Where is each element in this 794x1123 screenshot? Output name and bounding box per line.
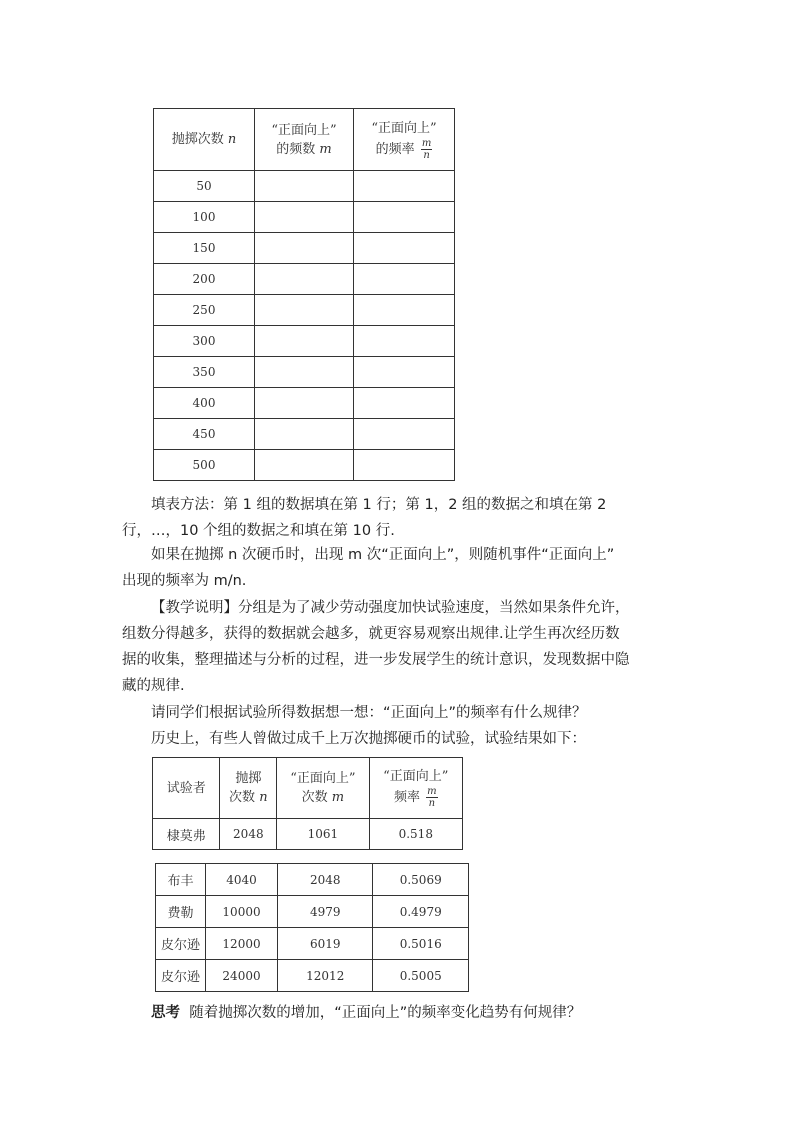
historical-results-table <box>152 757 463 850</box>
header-heads-frequency-line1: “正面向上” <box>383 769 449 784</box>
definition-line1: 如果在抛掷 n 次硬币时，出现 m 次“正面向上”，则随机事件“正面向上” <box>151 547 615 563</box>
count-cell-empty[interactable] <box>255 388 354 419</box>
experimenter-name: 布丰 <box>156 864 206 896</box>
count-cell-empty[interactable] <box>255 450 354 481</box>
throws-cell: 350 <box>154 357 255 388</box>
throws-cell: 50 <box>154 171 255 202</box>
heads-frequency-value: 0.5016 <box>373 928 469 960</box>
frequency-cell-empty[interactable] <box>354 295 455 326</box>
count-cell-empty[interactable] <box>255 357 354 388</box>
count-cell-empty[interactable] <box>255 326 354 357</box>
fraction-m-over-n <box>421 138 432 161</box>
header-frequency-line1: “正面向上” <box>371 120 437 136</box>
table-row <box>153 819 463 850</box>
header-experimenter-label: 试验者 <box>166 780 206 796</box>
throws-cell: 150 <box>154 233 255 264</box>
throws-cell: 450 <box>154 419 255 450</box>
frequency-cell-empty[interactable] <box>354 171 455 202</box>
var-m: m <box>319 141 332 157</box>
table-row <box>154 357 455 388</box>
throws-cell: 300 <box>154 326 255 357</box>
teaching-note-line4: 藏的规律. <box>122 678 185 694</box>
throws-cell: 200 <box>154 264 255 295</box>
header-heads-count-line1: “正面向上” <box>290 771 356 786</box>
think-text: 随着抛掷次数的增加，“正面向上”的频率变化趋势有何规律？ <box>189 1005 582 1021</box>
fraction-denominator: n <box>423 149 430 161</box>
table-row <box>156 896 469 928</box>
table-row <box>154 450 455 481</box>
fraction-m-over-n-2 <box>426 786 437 809</box>
fill-method-line1: 填表方法：第 1 组的数据填在第 1 行；第 1，2 组的数据之和填在第 2 <box>151 497 607 513</box>
count-cell-empty[interactable] <box>255 264 354 295</box>
throws-value: 4040 <box>205 864 277 896</box>
throws-cell: 100 <box>154 202 255 233</box>
header-experimenter <box>153 758 220 819</box>
definition-line2: 出现的频率为 m/n. <box>122 573 247 589</box>
var-n-2: n <box>259 790 268 805</box>
throws-cell: 250 <box>154 295 255 326</box>
header-heads-frequency-line2: 频率 <box>393 790 420 805</box>
heads-count-value: 12012 <box>278 960 373 992</box>
throws-value: 12000 <box>205 928 277 960</box>
teaching-note-line1: 分组是为了减少劳动强度加快试验速度，当然如果条件允许， <box>238 600 630 616</box>
frequency-cell-empty[interactable] <box>354 233 455 264</box>
heads-frequency-value: 0.5005 <box>373 960 469 992</box>
heads-frequency-value: 0.518 <box>369 819 462 850</box>
fill-method-paragraph <box>122 492 672 544</box>
header-count-line2: 的频数 <box>276 141 316 157</box>
fill-method-line2: 行，…，10 个组的数据之和填在第 10 行. <box>122 523 395 539</box>
historical-results-table-continued <box>155 863 469 992</box>
throws-cell: 400 <box>154 388 255 419</box>
experimenter-name: 棣莫弗 <box>153 819 220 850</box>
frequency-cell-empty[interactable] <box>354 264 455 295</box>
history-text: 历史上，有些人曾做过成千上万次抛掷硬币的试验，试验结果如下： <box>151 731 586 747</box>
header-throws-2-line2: 次数 <box>229 790 256 805</box>
heads-count-value: 6019 <box>278 928 373 960</box>
header-throws-2 <box>220 758 277 819</box>
heads-frequency-value: 0.4979 <box>373 896 469 928</box>
heads-count-value: 4979 <box>278 896 373 928</box>
throws-cell: 500 <box>154 450 255 481</box>
throws-value: 2048 <box>220 819 277 850</box>
frequency-cell-empty[interactable] <box>354 202 455 233</box>
teaching-note-label: 【教学说明】 <box>151 600 238 616</box>
count-cell-empty[interactable] <box>255 171 354 202</box>
table-row <box>154 233 455 264</box>
table-row <box>156 928 469 960</box>
history-paragraph <box>122 726 672 752</box>
table-row <box>156 960 469 992</box>
fraction-denominator-2: n <box>428 798 436 809</box>
header-heads-count-line2: 次数 <box>301 790 328 805</box>
table-row <box>154 388 455 419</box>
throws-value: 24000 <box>205 960 277 992</box>
teaching-note-paragraph <box>122 595 672 699</box>
table-row <box>154 326 455 357</box>
teaching-note-line3: 据的收集，整理描述与分析的过程，进一步发展学生的统计意识，发现数据中隐 <box>122 652 630 668</box>
header-count-line1: “正面向上” <box>271 122 337 138</box>
table-row <box>154 295 455 326</box>
frequency-cell-empty[interactable] <box>354 450 455 481</box>
frequency-definition-paragraph <box>122 542 672 594</box>
frequency-table <box>153 108 455 481</box>
heads-count-value: 2048 <box>278 864 373 896</box>
frequency-cell-empty[interactable] <box>354 326 455 357</box>
throws-value: 10000 <box>205 896 277 928</box>
table-row <box>154 264 455 295</box>
table-row <box>154 171 455 202</box>
header-throws <box>154 109 255 171</box>
frequency-cell-empty[interactable] <box>354 419 455 450</box>
header-heads-count <box>277 758 369 819</box>
header-throws-label: 抛掷次数 <box>171 132 224 147</box>
count-cell-empty[interactable] <box>255 295 354 326</box>
table-row <box>154 419 455 450</box>
think-paragraph <box>122 1000 672 1026</box>
count-cell-empty[interactable] <box>255 202 354 233</box>
teaching-note-line2: 组数分得越多，获得的数据就会越多，就更容易观察出规律.让学生再次经历数 <box>122 626 620 642</box>
heads-frequency-value: 0.5069 <box>373 864 469 896</box>
experimenter-name: 费勒 <box>156 896 206 928</box>
header-throws-2-line1: 抛掷 <box>235 771 262 786</box>
think-label: 思考 <box>151 1005 180 1021</box>
fraction-numerator: m <box>421 137 432 149</box>
frequency-cell-empty[interactable] <box>354 357 455 388</box>
header-frequency <box>354 109 455 171</box>
experimenter-name: 皮尔逊 <box>156 960 206 992</box>
table-row <box>156 864 469 896</box>
table-row <box>154 202 455 233</box>
header-frequency-line2: 的频率 <box>375 141 415 157</box>
question-text: 请同学们根据试验所得数据想一想：“正面向上”的频率有什么规律？ <box>151 705 587 721</box>
fraction-numerator-2: m <box>427 786 437 797</box>
header-heads-frequency <box>369 758 462 819</box>
count-cell-empty[interactable] <box>255 233 354 264</box>
heads-count-value: 1061 <box>277 819 369 850</box>
count-cell-empty[interactable] <box>255 419 354 450</box>
var-m-2: m <box>331 790 345 805</box>
frequency-cell-empty[interactable] <box>354 388 455 419</box>
question-paragraph <box>122 700 672 726</box>
experimenter-name: 皮尔逊 <box>156 928 206 960</box>
var-n: n <box>227 132 237 147</box>
header-count <box>255 109 354 171</box>
